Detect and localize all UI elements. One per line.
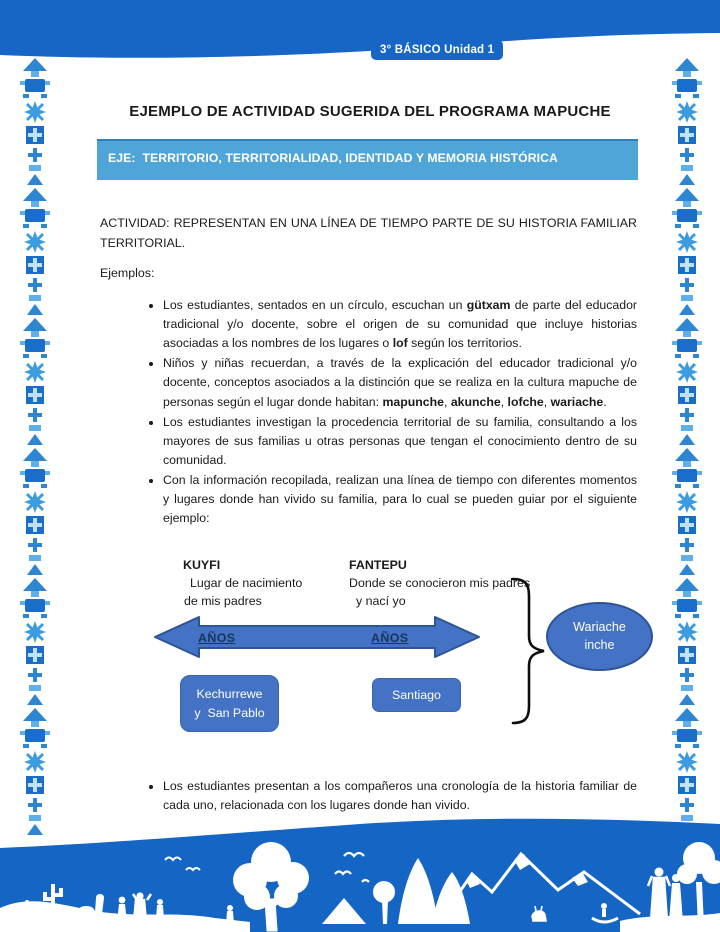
kuyfi-description-line1: Lugar de nacimiento (190, 576, 303, 590)
bullet-term: lofche (507, 394, 544, 409)
header-wave (0, 0, 720, 64)
bullet-term: wariache (550, 394, 604, 409)
place-box-kechurrewe (180, 675, 279, 732)
bullet-text: Con la información recopilada, realizan una línea de tiempo con diferentes momentos y lugares donde han vivido su familia, para lo cual se pueden guiar por el siguiente ejemplo: (163, 472, 637, 526)
bullet-text: según los territorios. (407, 336, 522, 351)
bullet-term: gütxam (466, 298, 511, 312)
bullet-term: mapunche (382, 394, 444, 409)
fantepu-description-line2: y nací yo (356, 594, 406, 608)
list-item (163, 296, 637, 353)
axis-label-right: AÑOS (371, 631, 409, 645)
timeline-label-fantepu: FANTEPU (349, 558, 407, 572)
bullet-text: Los estudiantes, sentados en un círculo, escuchan un (163, 298, 467, 312)
eje-banner-label: EJE: TERRITORIO, TERRITORIALIDAD, IDENTIDAD Y MEMORIA HISTÓRICA (108, 151, 558, 165)
timeline-label-kuyfi: KUYFI (183, 558, 221, 572)
totem-border-right-icon (668, 58, 706, 840)
result-ellipse-wariache (546, 602, 653, 671)
axis-label-left: AÑOS (198, 631, 236, 645)
list-item (163, 471, 637, 528)
list-item (163, 777, 637, 815)
eje-banner (97, 139, 638, 180)
fantepu-description-line1: Donde se conocieron mis padres (349, 576, 531, 590)
landscape-footer-icon (0, 812, 720, 932)
place-box-line: y San Pablo (194, 705, 265, 720)
activity-statement: ACTIVIDAD: REPRESENTAN EN UNA LÍNEA DE TIEMPO PARTE DE SU HISTORIA FAMILIAR TERRITORIAL. (100, 216, 637, 250)
bullet-text: , (500, 394, 508, 409)
bullet-text: Los estudiantes presentan a los compañeros una cronología de la historia familiar de cada uno, relacionada con los lugares donde han vivido. (163, 779, 637, 813)
place-box-line: Kechurrewe (196, 686, 263, 701)
ellipse-line: Wariache (573, 619, 626, 634)
list-item (163, 354, 637, 411)
bullet-text: . (603, 394, 607, 409)
bullet-text: Los estudiantes investigan la procedencia territorial de su familia, consultando a los mayores de sus familias u otras personas que tengan el conocimiento dentro de su comunidad. (163, 414, 637, 467)
list-item (163, 413, 637, 470)
place-box-line: Santiago (392, 687, 441, 702)
examples-label: Ejemplos: (100, 266, 155, 280)
closing-list (140, 777, 637, 816)
place-box-santiago (372, 678, 461, 712)
bullet-text: , (543, 394, 551, 409)
kuyfi-description-line2: de mis padres (184, 594, 262, 608)
curly-brace-icon (505, 576, 551, 726)
unit-badge: 3° BÁSICO Unidad 1 (371, 40, 503, 60)
bullet-text: de parte del educador tradicional y/o docente, sobre el origen de su comunidad que incluye historias asociadas a los nombres de los lugares o (163, 298, 638, 351)
bullet-text: , (443, 394, 451, 409)
ellipse-line: inche (584, 637, 615, 652)
page-title: EJEMPLO DE ACTIVIDAD SUGERIDA DEL PROGRAMA MAPUCHE (129, 103, 611, 120)
bullet-text: Niños y niñas recuerdan, a través de la explicación del educador tradicional y/o docente, conceptos asociados a la distinción que se realiza en la cultura mapuche de personas según el lugar donde habitan: (163, 356, 637, 409)
totem-border-left-icon (16, 58, 54, 840)
bullet-term: lof (392, 336, 408, 351)
bullet-term: akunche (450, 394, 501, 409)
examples-list (140, 296, 637, 529)
